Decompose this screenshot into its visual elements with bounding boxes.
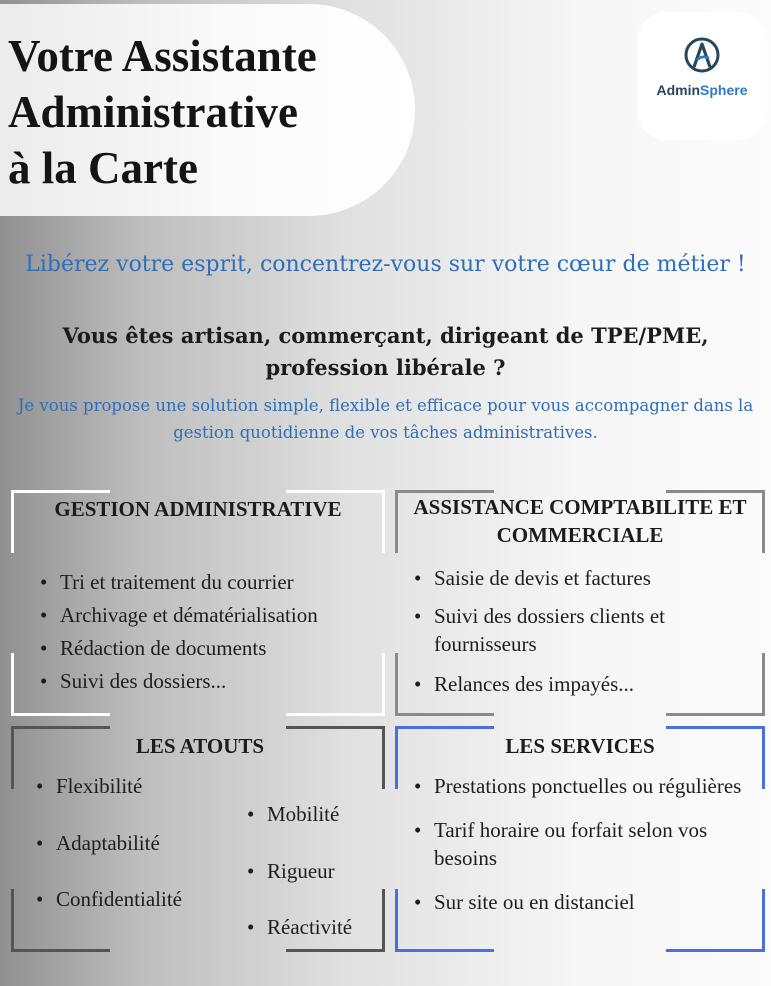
- list-item: • Suivi des dossiers clients et fournisseurs: [412, 602, 742, 658]
- list-item: • Tarif horaire ou forfait selon vos besoins: [412, 816, 752, 872]
- section-title-comptable: ASSISTANCE COMPTABILITE ET COMMERCIALE: [413, 495, 747, 547]
- intro-text: Je vous propose une solution simple, flexible et efficace pour vous accompagner dans la gestion quotidienne de vos tâches administratives.: [17, 396, 754, 442]
- list-item: • Adaptabilité: [34, 829, 244, 857]
- section-title-services: LES SERVICES: [505, 734, 655, 758]
- section-title-gestion: GESTION ADMINISTRATIVE: [54, 497, 342, 521]
- list-item: • Suivi des dossiers...: [38, 665, 393, 698]
- atouts-list-right: [245, 800, 385, 941]
- list-item: • Prestations ponctuelles ou régulières: [412, 772, 752, 800]
- comptable-list: [412, 564, 742, 698]
- atouts-list-left: [34, 772, 244, 913]
- list-item: • Mobilité: [245, 800, 385, 828]
- tagline: Libérez votre esprit, concentrez-vous sur votre cœur de métier !: [25, 252, 746, 277]
- page-title: Votre Assistante Administrative à la Carte: [8, 31, 317, 193]
- logo-wordmark: [637, 82, 767, 98]
- services-list: [412, 772, 752, 916]
- list-item: • Sur site ou en distanciel: [412, 888, 752, 916]
- list-item: • Réactivité: [245, 913, 385, 941]
- gestion-list: [38, 566, 393, 698]
- logo-card: [637, 12, 767, 140]
- target-audience-question: Vous êtes artisan, commerçant, dirigeant de TPE/PME, profession libérale ?: [62, 323, 709, 380]
- list-item: • Rédaction de documents: [38, 632, 393, 665]
- logo-brand-part1: Admin: [656, 82, 701, 98]
- section-title-atouts: LES ATOUTS: [135, 734, 265, 758]
- logo-brand-part2: Sphere: [700, 82, 748, 98]
- list-item: • Relances des impayés...: [412, 670, 742, 698]
- list-item: • Archivage et dématérialisation: [38, 599, 393, 632]
- list-item: • Saisie de devis et factures: [412, 564, 742, 592]
- list-item: • Confidentialité: [34, 885, 244, 913]
- list-item: • Rigueur: [245, 857, 385, 885]
- list-item: • Tri et traitement du courrier: [38, 566, 393, 599]
- list-item: • Flexibilité: [34, 772, 244, 800]
- admin-sphere-logo-icon: [683, 36, 721, 74]
